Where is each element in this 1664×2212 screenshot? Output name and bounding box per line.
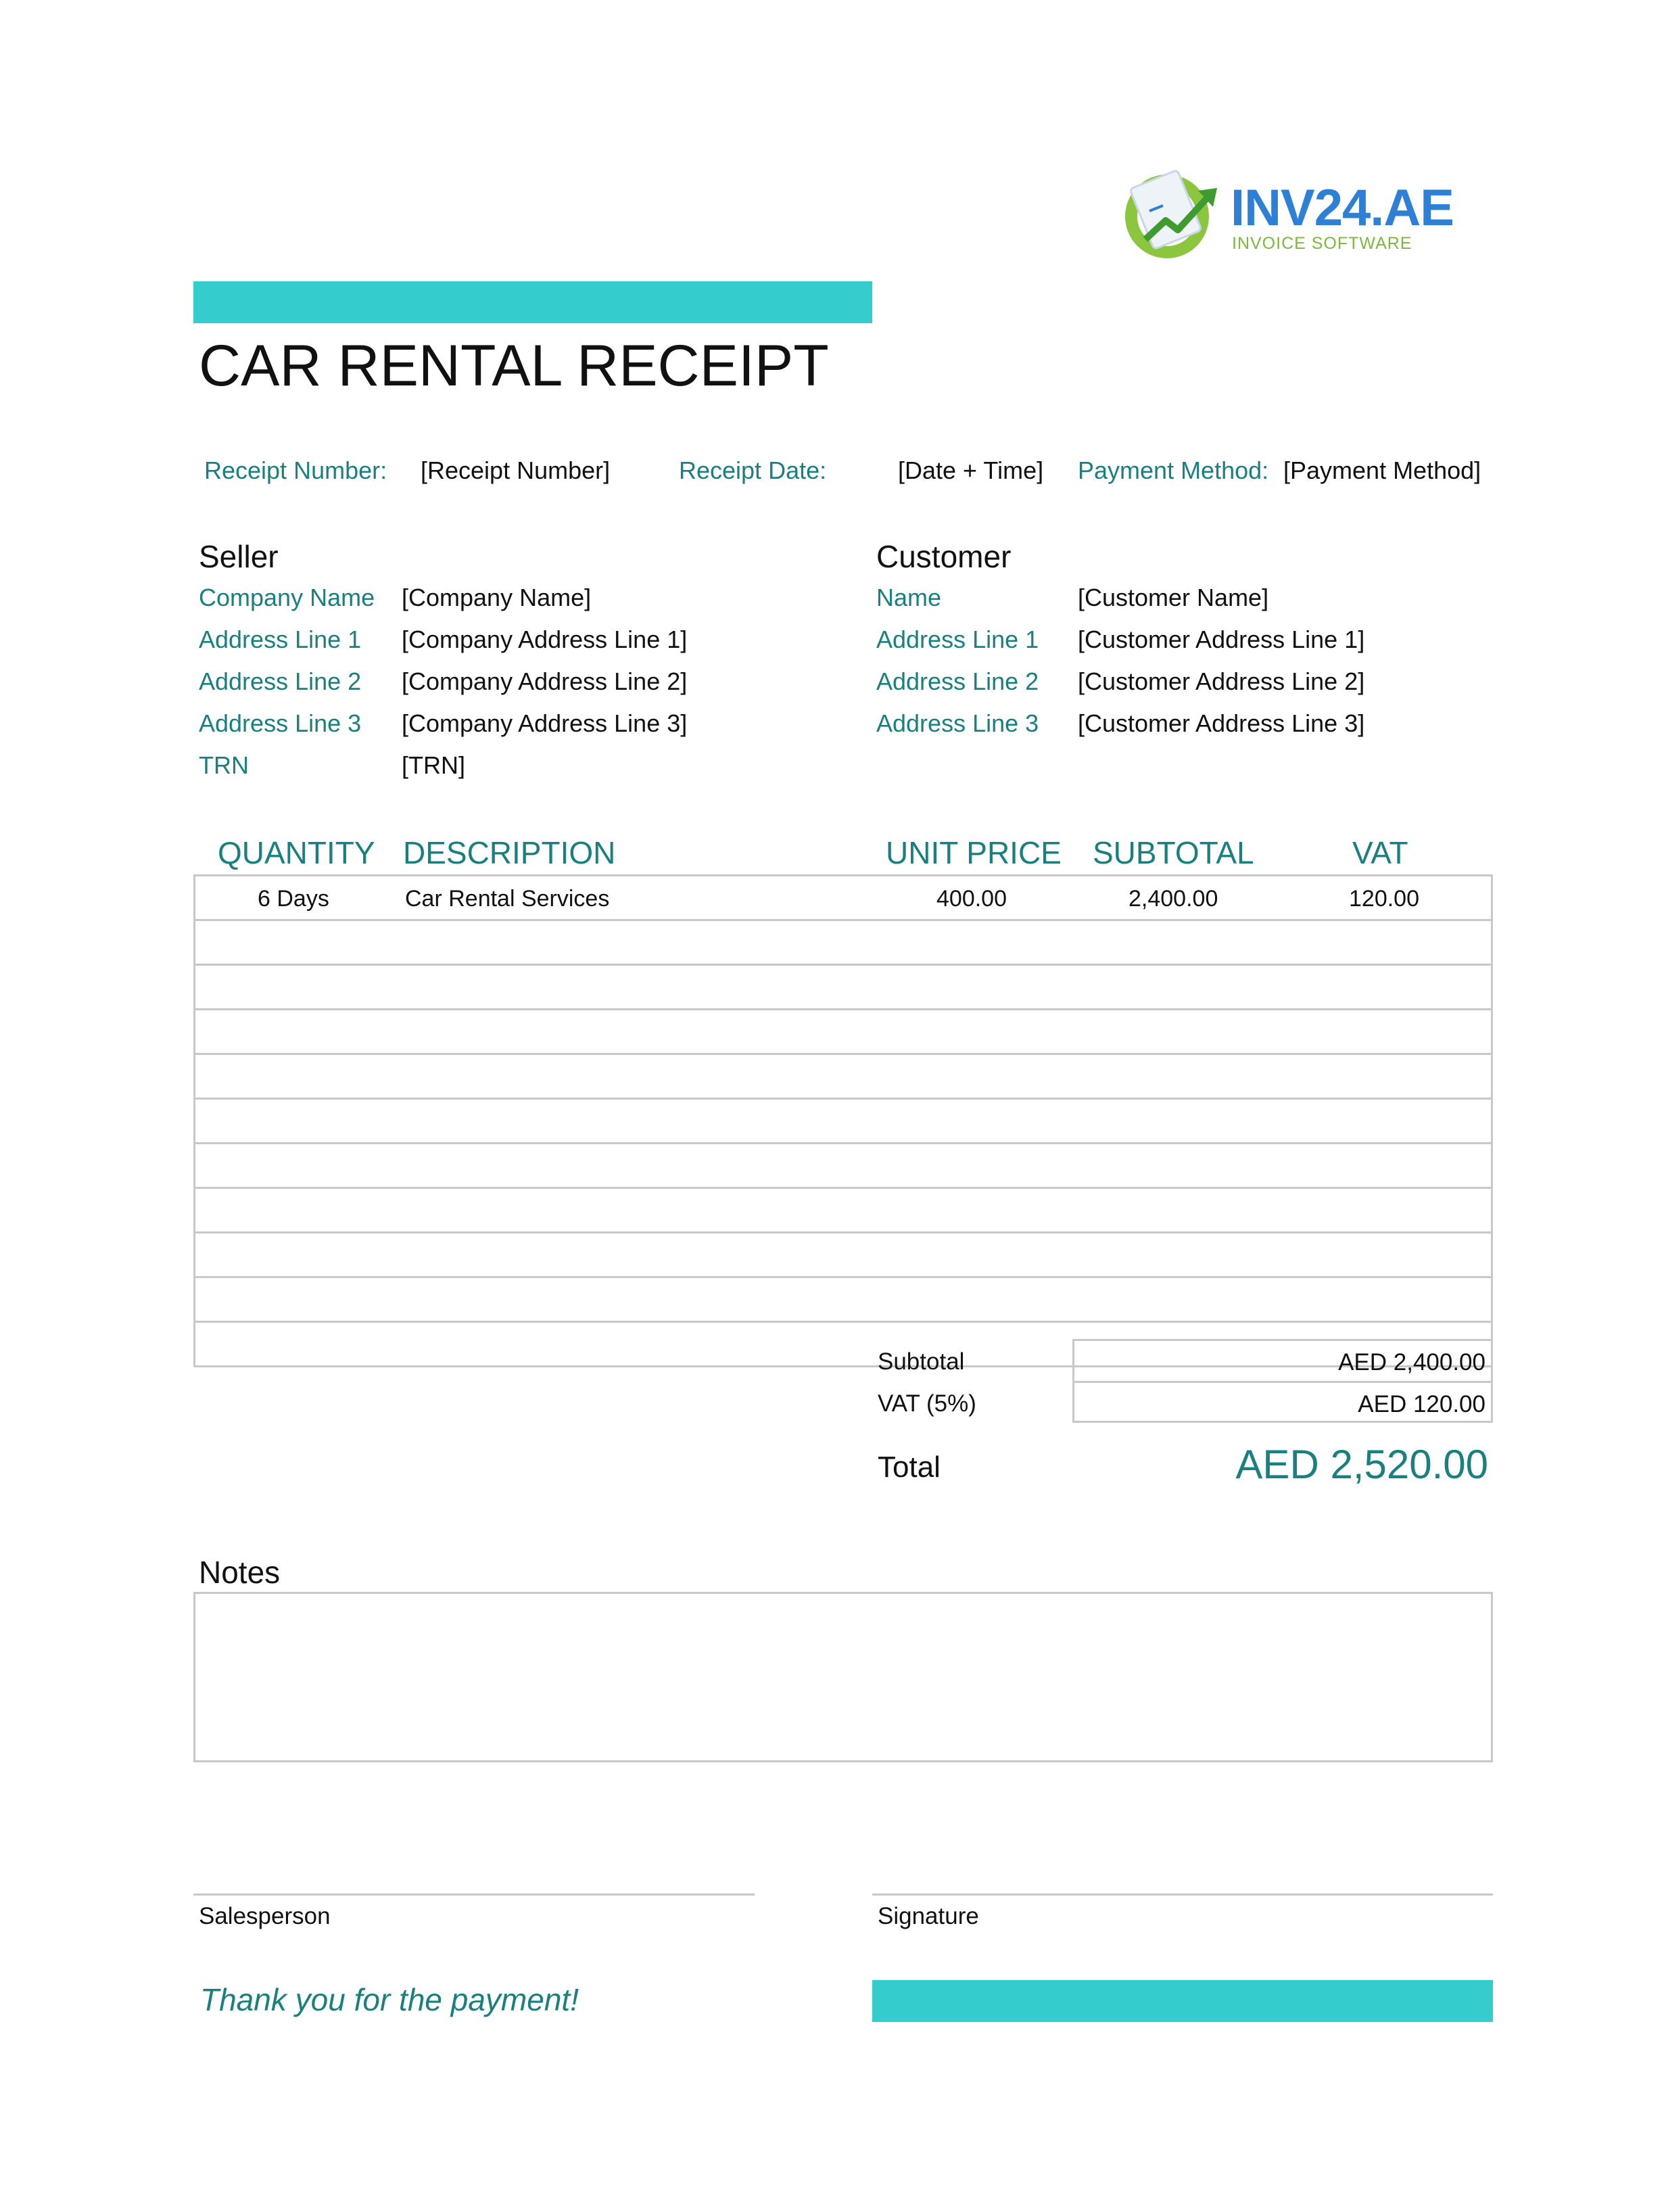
seller-label-address-1: Address Line 1 [199,626,362,653]
subtotal-label: Subtotal [878,1348,965,1375]
payment-method-label: Payment Method: [1078,456,1269,484]
payment-method-value: [Payment Method] [1283,456,1481,484]
receipt-date-value: [Date + Time] [898,456,1044,484]
invoice-logo-icon [1116,164,1224,265]
table-row [195,1100,1491,1144]
seller-label-trn: TRN [199,751,249,779]
signature-line [872,1893,1493,1896]
seller-label-address-3: Address Line 3 [199,709,362,737]
total-label: Total [878,1451,941,1484]
vat-label: VAT (5%) [878,1390,976,1417]
customer-label-name: Name [876,584,942,611]
customer-value-name: [Customer Name] [1078,584,1269,611]
column-header-unit-price: UNIT PRICE [886,835,1062,870]
column-header-subtotal: SUBTOTAL [1093,835,1254,870]
column-header-description: DESCRIPTION [403,835,616,870]
cell-description: Car Rental Services [405,886,610,912]
customer-heading: Customer [876,539,1012,574]
vat-value: AED 120.00 [1358,1391,1485,1417]
document-title: CAR RENTAL RECEIPT [199,333,829,398]
notes-box [193,1592,1493,1762]
table-row [195,1055,1491,1100]
line-items-table [193,874,1493,1367]
seller-value-trn: [TRN] [402,751,465,779]
signature-label: Signature [878,1903,979,1929]
customer-value-address-2: [Customer Address Line 2] [1078,667,1365,695]
seller-value-company-name: [Company Name] [402,584,592,611]
seller-value-address-2: [Company Address Line 2] [402,667,688,695]
table-row [195,876,1491,921]
logo-tagline: INVOICE SOFTWARE [1232,234,1412,253]
table-row [195,1278,1491,1323]
receipt-date-label: Receipt Date: [679,456,827,484]
receipt-number-value: [Receipt Number] [421,456,611,484]
seller-value-address-3: [Company Address Line 3] [402,709,688,737]
footer-accent-band [872,1980,1493,2022]
salesperson-label: Salesperson [199,1903,331,1929]
column-header-vat: VAT [1352,835,1408,870]
customer-value-address-1: [Customer Address Line 1] [1078,626,1365,653]
seller-label-company-name: Company Name [199,584,375,611]
cell-quantity: 6 Days [258,886,329,912]
seller-label-address-2: Address Line 2 [199,667,362,695]
cell-unit-price: 400.00 [936,886,1007,912]
column-header-quantity: QUANTITY [218,835,375,870]
notes-content [195,1594,1491,1621]
seller-heading: Seller [199,539,279,574]
receipt-number-label: Receipt Number: [204,456,387,484]
table-row [195,921,1491,966]
table-row [195,1233,1491,1278]
totals-divider [1074,1381,1491,1383]
customer-label-address-1: Address Line 1 [876,626,1039,653]
logo-brand-text: INV24.AE [1231,179,1454,237]
table-row [195,966,1491,1010]
table-row [195,1144,1491,1189]
header-accent-band [193,281,872,323]
notes-heading: Notes [199,1555,281,1590]
seller-value-address-1: [Company Address Line 1] [402,626,688,653]
subtotal-value: AED 2,400.00 [1338,1349,1485,1375]
brand-logo [1116,157,1454,272]
customer-label-address-2: Address Line 2 [876,667,1039,695]
customer-value-address-3: [Customer Address Line 3] [1078,709,1365,737]
thank-you-message: Thank you for the payment! [200,1982,579,2017]
salesperson-line [193,1893,755,1896]
table-row [195,1189,1491,1233]
cell-subtotal: 2,400.00 [1128,886,1218,912]
table-row [195,1010,1491,1055]
cell-vat: 120.00 [1349,886,1419,912]
total-value: AED 2,520.00 [1235,1442,1488,1487]
customer-label-address-3: Address Line 3 [876,709,1039,737]
totals-box [1072,1339,1493,1423]
